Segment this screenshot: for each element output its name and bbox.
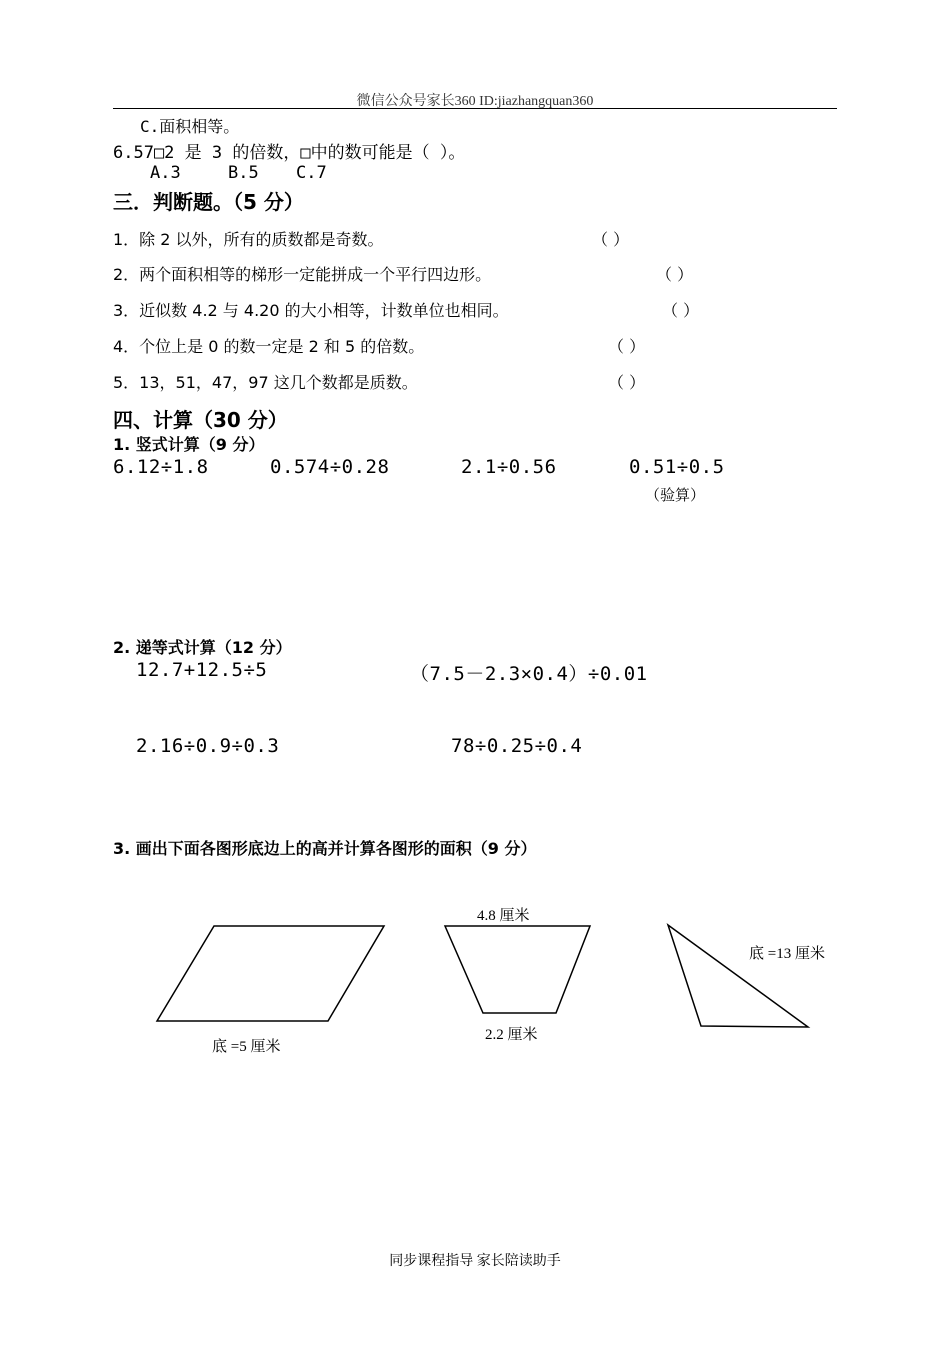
- stepwise-calc-3: 2.16÷0.9÷0.3: [136, 735, 280, 757]
- judgment-item-3: 3．近似数 4.2 与 4.20 的大小相等，计数单位也相同。: [113, 301, 509, 320]
- option-c-text: C.面积相等。: [140, 117, 240, 136]
- trapezoid-bottom-label: 2.2 厘米: [485, 1027, 538, 1043]
- judgment-answer-3[interactable]: （ ）: [662, 301, 700, 320]
- judgment-item-5: 5．13，51，47，97 这几个数都是质数。: [113, 373, 418, 392]
- part-3-title: 3. 画出下面各图形底边上的高并计算各图形的面积（9 分）: [113, 839, 537, 858]
- question-6: 6.57□2 是 3 的倍数，□中的数可能是（ ）。: [113, 143, 466, 163]
- stepwise-calc-2: （7.5－2.3×0.4）÷0.01: [410, 663, 648, 685]
- judgment-item-2: 2．两个面积相等的梯形一定能拼成一个平行四边形。: [113, 265, 492, 284]
- question-6-option-a: A.3: [150, 163, 181, 183]
- stepwise-calc-1: 12.7+12.5÷5: [136, 659, 268, 681]
- vertical-calc-1: 6.12÷1.8: [113, 456, 209, 478]
- vertical-calc-3: 2.1÷0.56: [461, 456, 557, 478]
- judgment-item-1: 1．除 2 以外，所有的质数都是奇数。: [113, 230, 384, 249]
- judgment-item-4: 4．个位上是 0 的数一定是 2 和 5 的倍数。: [113, 337, 425, 356]
- check-note: （验算）: [645, 486, 706, 504]
- trapezoid-top-label: 4.8 厘米: [477, 908, 530, 924]
- part-1-title: 1. 竖式计算（9 分）: [113, 435, 265, 454]
- stepwise-calc-4: 78÷0.25÷0.4: [451, 735, 583, 757]
- page-header: 微信公众号家长360 ID:jiazhangquan360: [356, 94, 594, 109]
- parallelogram-base-label: 底 =5 厘米: [212, 1039, 281, 1055]
- vertical-calc-2: 0.574÷0.28: [270, 456, 390, 478]
- question-6-option-c: C.7: [296, 163, 327, 183]
- judgment-answer-4[interactable]: （ ）: [608, 337, 646, 356]
- section-3-title: 三．判断题。（5 分）: [113, 190, 304, 214]
- question-6-option-b: B.5: [228, 163, 259, 183]
- vertical-calc-4: 0.51÷0.5: [629, 456, 725, 478]
- judgment-answer-2[interactable]: （ ）: [656, 265, 694, 284]
- trapezoid-shape: [445, 926, 590, 1013]
- section-4-title: 四、计算（30 分）: [113, 408, 288, 432]
- triangle-shape: [668, 925, 808, 1027]
- judgment-answer-5[interactable]: （ ）: [608, 373, 646, 392]
- judgment-answer-1[interactable]: （ ）: [592, 230, 630, 249]
- parallelogram-shape: [157, 926, 384, 1021]
- page-footer: 同步课程指导 家长陪读助手: [389, 1254, 561, 1269]
- triangle-base-label: 底 =13 厘米: [749, 946, 825, 962]
- part-2-title: 2. 递等式计算（12 分）: [113, 638, 292, 657]
